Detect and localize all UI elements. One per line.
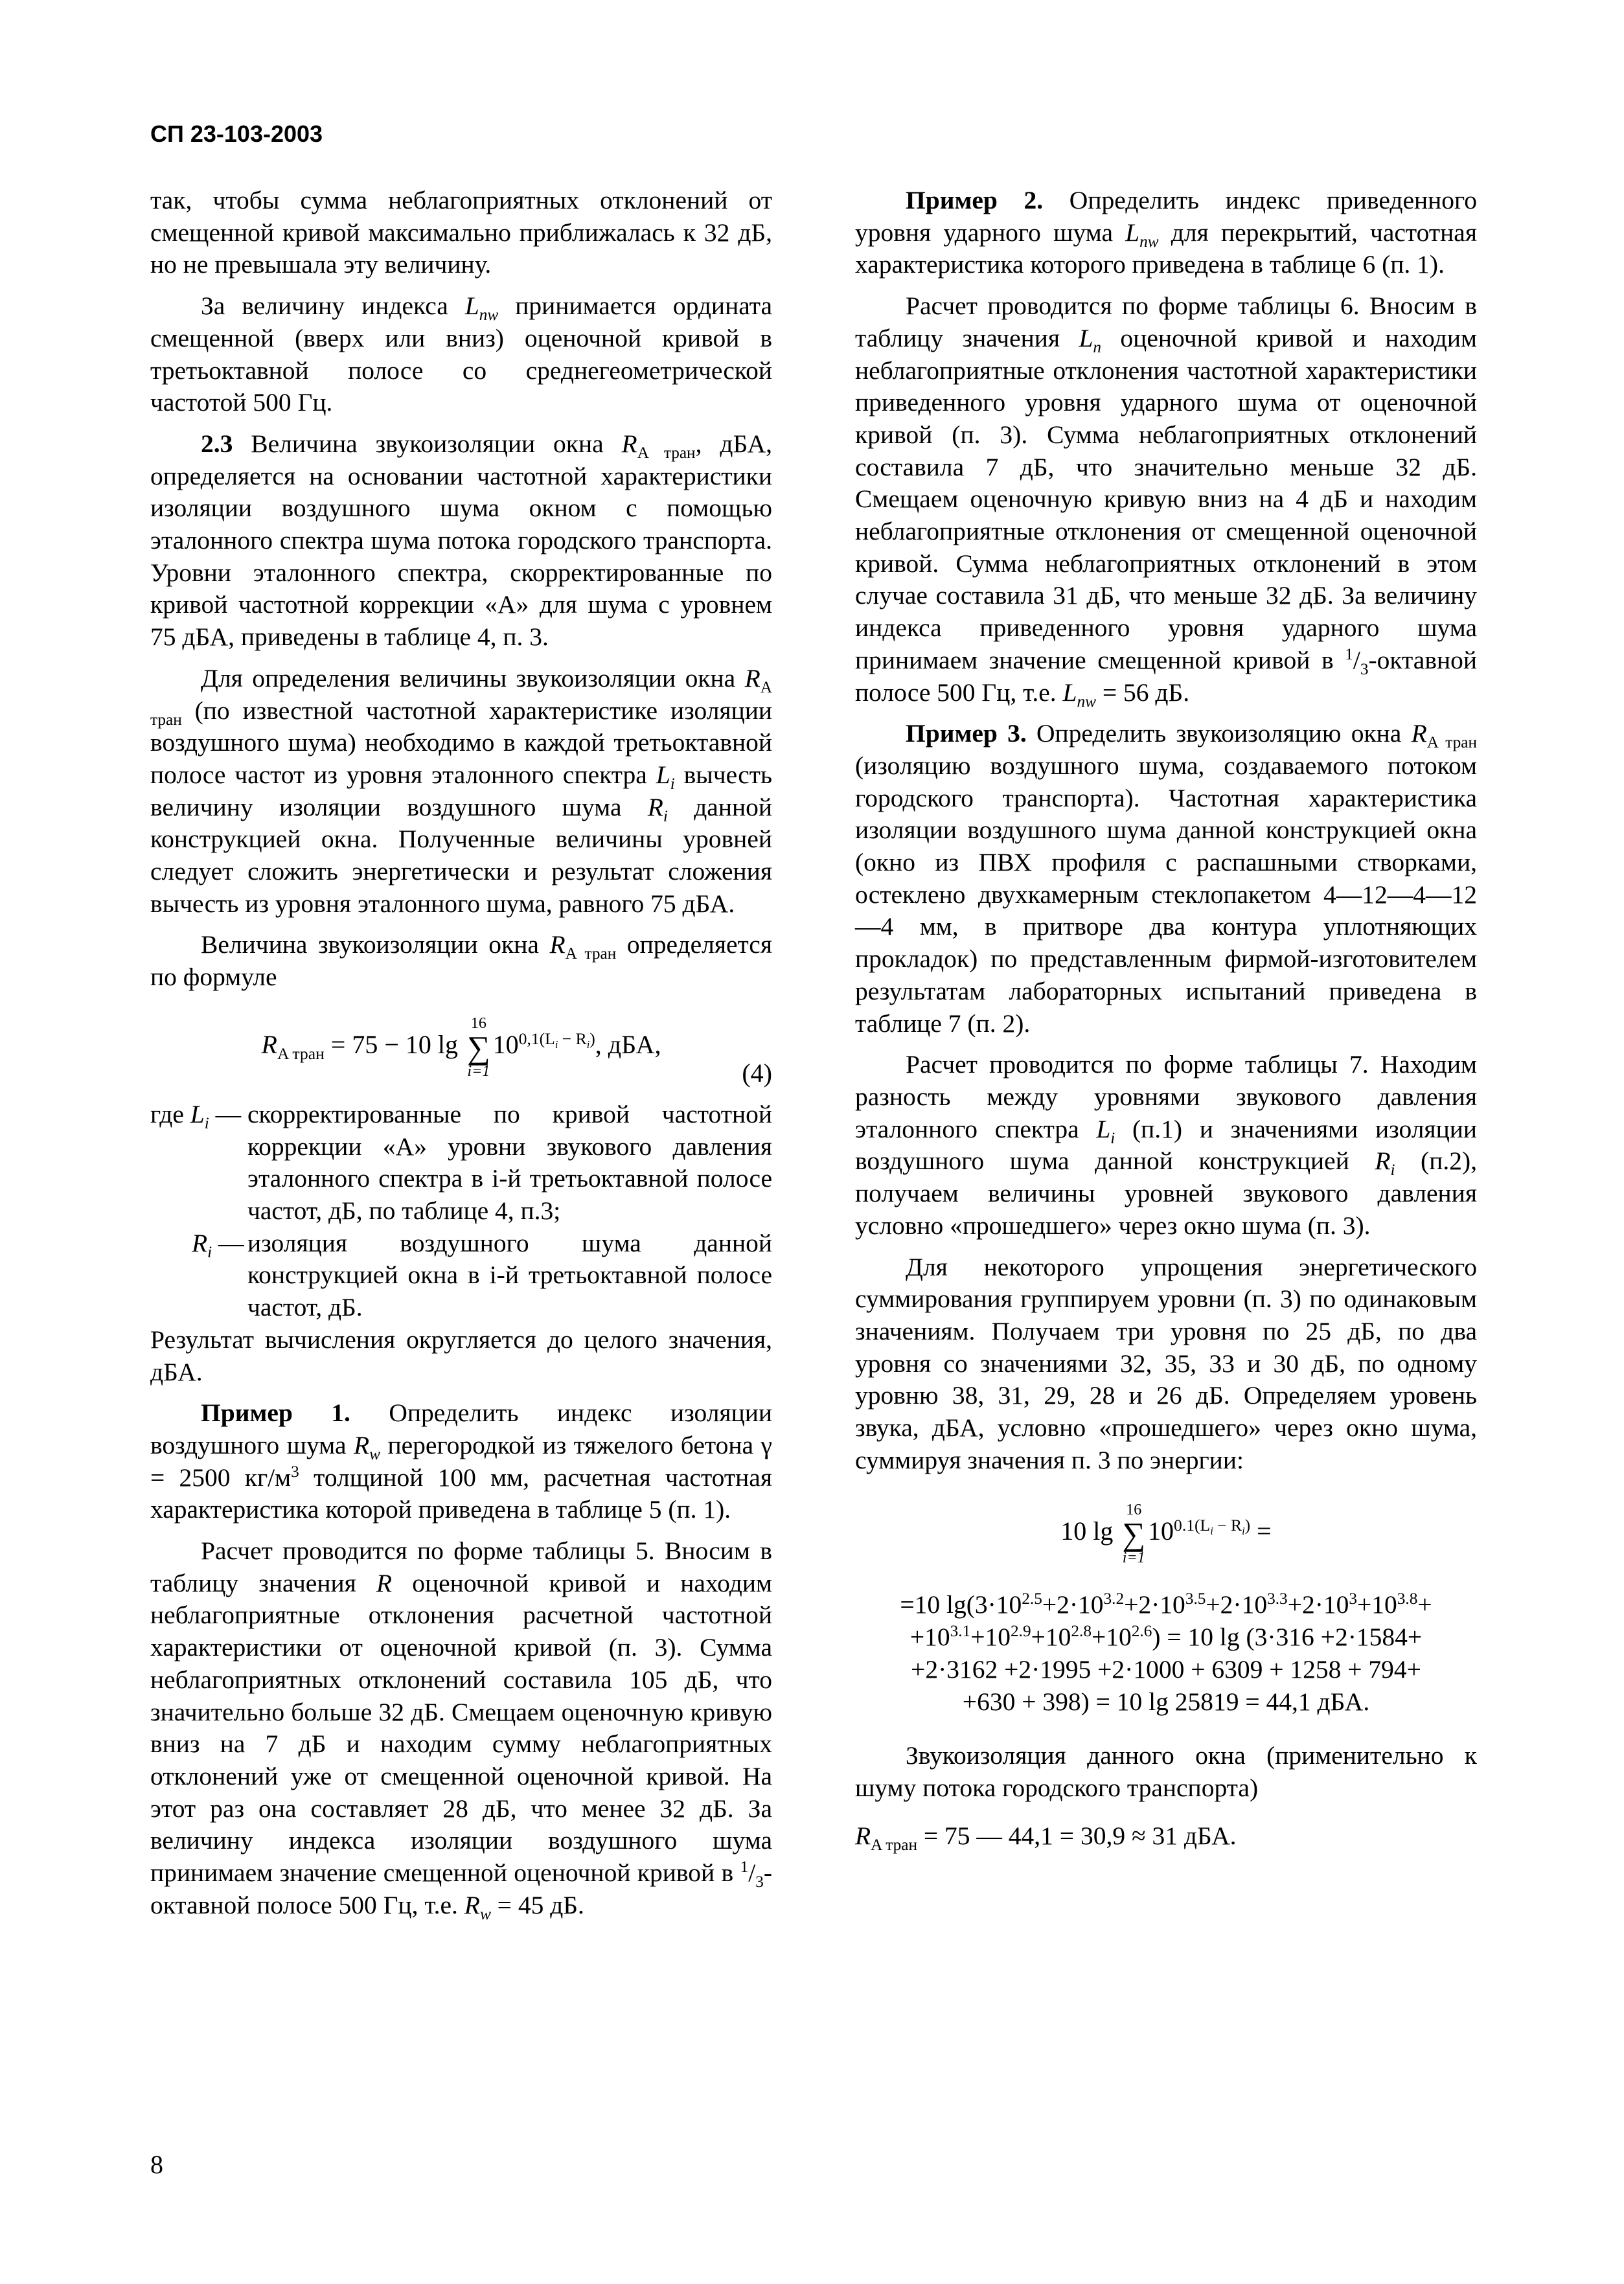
sum-formula: 10 lg 16 ∑ i=1 $10^{0.1(L_i - R_i)}$ = bbox=[1060, 1502, 1272, 1567]
paragraph: Расчет проводится по форме таблицы 5. Вносим в таблицу значения R оценочной кривой и находим неблагоприятные отклонения расчетной частотной характеристики от оценочной кривой (п. 3). Сумма неблагоприятных отклонений составила 105 дБ, что значительно больше 32 дБ. Смещаем оценочную кривую вниз на 7 дБ и находим сумму неблагоприятных отклонений уже от смещенной оценочной кривой. На этот раз она составляет 28 дБ, что менее 32 дБ. За величину индекса изоляции воздушного шума принимаем значение смещенной оценочной кривой в $^1/_3$-октавной полосе 500 Гц, т.е. $R_w = 45$ дБ. bbox=[150, 1536, 772, 1923]
document-header: СП 23-103-2003 bbox=[150, 120, 323, 147]
right-column bbox=[855, 185, 1477, 1852]
paragraph: Пример 3. Определить звукоизоляцию окна $R_{A тран}$ (изоляцию воздушного шума, создаваемого потоком городского транспорта). Частотная характеристика изоляции воздушного шума данной конструкцией окна (окно из ПВХ профиля с распашными створками, остеклено двухкамерным стеклопакетом 4—12—4—12—4 мм, в притворе два контура уплотняющих прокладок) по представленным фирмой-изготовителем результатам лабораторных испытаний приведена в таблице 7 (п. 2). bbox=[855, 719, 1478, 1038]
paragraph: Пример 1. Определить индекс изоляции воздушного шума $R_w$ перегородкой из тяжелого бетона γ = 2500 $кг/м^3$ толщиной 100 мм, расчетная частотная характеристика которой приведена в таблице 5 (п. 1). bbox=[150, 1399, 773, 1524]
example-label: Пример 1. bbox=[201, 1399, 350, 1428]
paragraph: так, чтобы сумма неблагоприятных отклонений от смещенной кривой максимально приближалась к 32 дБ, но не превышала эту величину. bbox=[150, 186, 772, 279]
paragraph: Для некоторого упрощения энергетического суммирования группируем уровни (п. 3) по одинаковым значениям. Получаем три уровня по 25 дБ, по два уровня со значениями 32, 35, 33 и 30 дБ, по одному уровню 38, 31, 29, 28 и 26 дБ. Определяем уровень звука, дБА, условно «прошедшего» через окно шума, суммируя значения п. 3 по энергии: bbox=[855, 1252, 1477, 1474]
paragraph: Расчет проводится по форме таблицы 7. Находим разность между уровнями звукового давления эталонного спектра $L_i$ (п.1) и значениями изоляции воздушного шума данной конструкцией $R_i$ (п.2), получаем величины уровней звукового давления условно «прошедшего» через окно шума (п. 3). bbox=[855, 1050, 1477, 1240]
sum-sign: 16 ∑ i=1 bbox=[1122, 1502, 1146, 1567]
sum-sign: 16 ∑ i=1 bbox=[467, 1014, 490, 1080]
example-label: Пример 3. bbox=[906, 719, 1027, 748]
final-result: $R_{A тран} = 75$ — 44,1 = 30,9 ≈ 31 дБА. bbox=[855, 1821, 1237, 1854]
where-definition: изоляция воздушного шума данной конструкцией окна в i-й третьоктавной полосе частот, дБ. bbox=[247, 1228, 772, 1322]
paragraph: Звукоизоляция данного окна (применительно к шуму потока городского транспорта) bbox=[855, 1741, 1477, 1802]
example-label: Пример 2. bbox=[906, 186, 1044, 214]
calculation bbox=[855, 1589, 1477, 1718]
formula-4: $R_{A тран} = 75 - 10$ lg 16 ∑ i=1 $10^{0,1(L_i - R_i)}$, дБА, (4) bbox=[150, 1016, 772, 1079]
calc-line: +2·3162 +2·1995 +2·1000 + 6309 + 1258 + 794+ bbox=[911, 1654, 1421, 1684]
paragraph: Для определения величины звукоизоляции окна $R_{A тран}$ (по известной частотной характеристике изоляции воздушного шума) необходимо в каждой третьоктавной полосе частот из уровня эталонного спектра $L_i$ вычесть величину изоляции воздушного шума $R_i$ данной конструкцией окна. Полученные величины уровней следует сложить энергетически и результат сложения вычесть из уровня эталонного шума, равного 75 дБА. bbox=[150, 663, 772, 918]
paragraph: Пример 2. Определить индекс приведенного уровня ударного шума $L_{nw}$ для перекрытий, частотная характеристика которого приведена в таблице 6 (п. 1). bbox=[855, 186, 1477, 279]
paragraph: За величину индекса $L_{nw}$ принимается ордината смещенной (вверх или вниз) оценочной кривой в третьоктавной полосе со среднегеометрической частотой 500 Гц. bbox=[150, 291, 772, 417]
calc-line: $+10^{3.1}+10^{2.9}+10^{2.8}+10^{2.6}) = 10$ lg (3·316 +2·1584+ bbox=[909, 1621, 1423, 1652]
where-list: где $L_i$ — скорректированные по кривой частотной коррекции «А» уровни звукового давления эталонного спектра в i-й третьоктавной полосе частот, дБ, по таблице 4, п.3; $R_i$ — изоляция воздушного шума данной конструкцией окна в i-й третьоктавной полосе частот, дБ. bbox=[150, 1099, 772, 1324]
formula-number: (4) bbox=[742, 1058, 772, 1088]
page-number: 8 bbox=[150, 2150, 163, 2179]
section-number: 2.3 bbox=[201, 429, 233, 458]
paragraph: 2.3 Величина звукоизоляции окна $R_{A тран}$, дБА, определяется на основании частотной характеристики изоляции воздушного шума окном с помощью эталонного спектра шума потока городского транспорта. Уровни эталонного спектра, скорректированные по кривой частотной коррекции «А» для шума с уровнем 75 дБА, приведены в таблице 4, п. 3. bbox=[150, 429, 773, 652]
calc-line: =10 $\lg(3\cdot 10^{2.5}+2\cdot 10^{3.2}+2\cdot 10^{3.5}+2\cdot 10^{3.3}+2\cdot 10^3+10^{3.8}+$ bbox=[900, 1590, 1432, 1619]
where-definition: скорректированные по кривой частотной коррекции «А» уровни звукового давления эталонного спектра в i-й третьоктавной полосе частот, дБ, по таблице 4, п.3; bbox=[247, 1099, 772, 1225]
calc-line: +630 + 398) = 10 lg 25819 = 44,1 дБА. bbox=[962, 1687, 1370, 1716]
paragraph: Результат вычисления округляется до целого значения, дБА. bbox=[150, 1325, 772, 1386]
paragraph: Величина звукоизоляции окна $R_{A тран}$ определяется по формуле bbox=[150, 930, 772, 992]
left-column bbox=[150, 185, 772, 1921]
paragraph: Расчет проводится по форме таблицы 6. Вносим в таблицу значения $L_n$ оценочной кривой и находим неблагоприятные отклонения частотной характеристики приведенного уровня ударного шума от оценочной кривой (п. 3). Сумма неблагоприятных отклонений составила 7 дБ, что значительно меньше 32 дБ. Смещаем оценочную кривую вниз на 4 дБ и находим неблагоприятные отклонения от смещенной оценочной кривой. Сумма неблагоприятных отклонений в этом случае составила 31 дБ, что меньше 32 дБ. За величину индекса приведенного уровня ударного шума принимаем значение смещенной кривой в $^1/_3$-октавной полосе 500 Гц, т.е. $L_{nw} = 56$ дБ. bbox=[855, 291, 1477, 711]
